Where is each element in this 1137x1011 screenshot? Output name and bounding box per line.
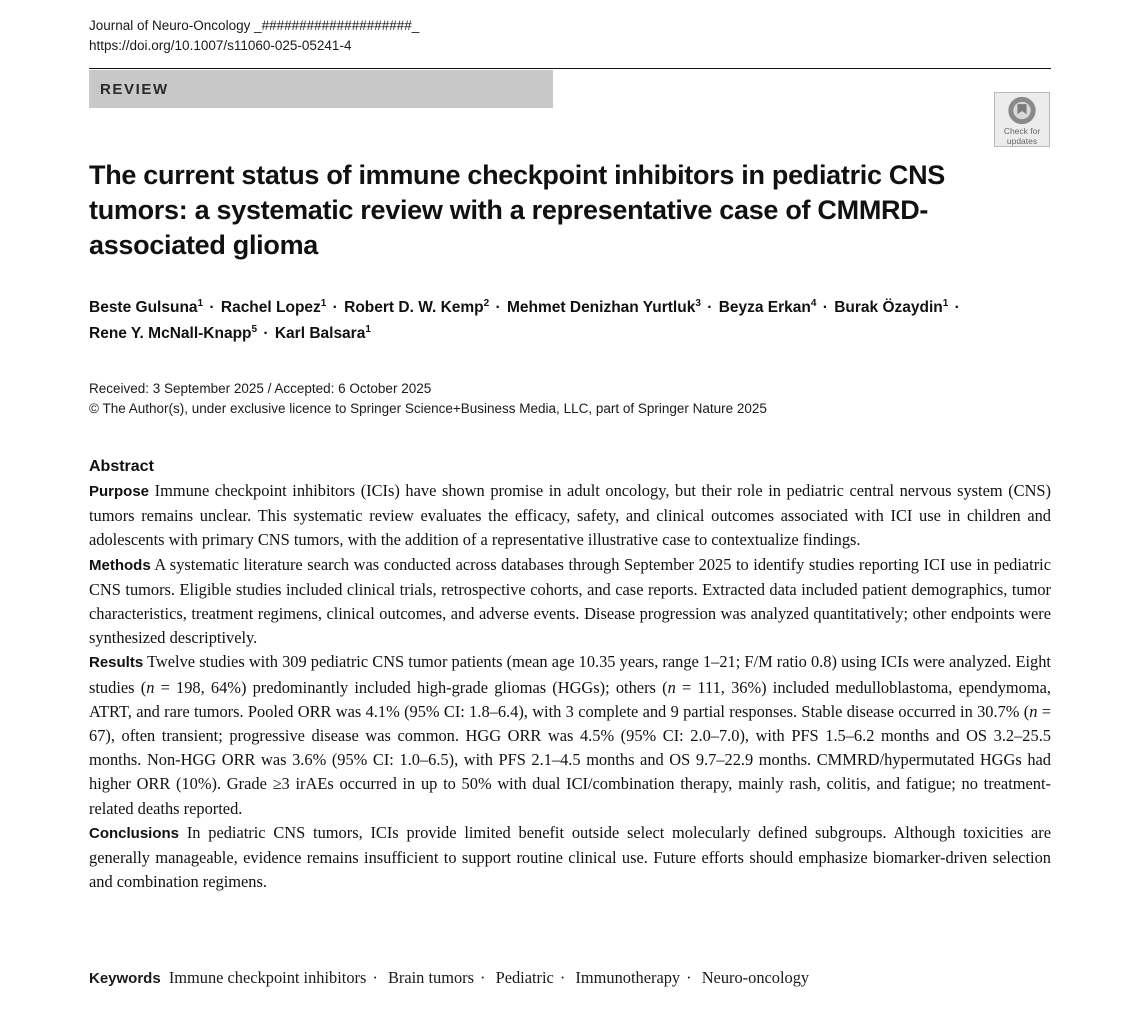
check-for-updates-badge[interactable] xyxy=(994,92,1050,147)
purpose-label: Purpose xyxy=(89,483,150,500)
copyright-notice: © The Author(s), under exclusive licence to Springer Science+Business Media, LLC, part of Springer Nature 2025 xyxy=(89,401,767,416)
check-updates-icon xyxy=(1005,95,1039,126)
abstract-methods: Methods A systematic literature search was conducted across databases through September 2025 to identify studies reporting ICI use in pediatric CNS tumors. Eligible studies included clinical trials, retrospective cohorts, and case reports. Extracted data included patient demographics, tumor characteristics, treatment regimens, clinical outcomes, and adverse events. Disease progression was analyzed quantitatively; other endpoints were synthesized descriptively. xyxy=(89,554,1051,648)
conclusions-label: Conclusions xyxy=(89,824,180,842)
keyword: Brain tumors xyxy=(387,968,474,987)
header-rule xyxy=(89,68,1051,69)
author[interactable]: Beyza Erkan$^4$ xyxy=(718,298,817,316)
doi-link[interactable]: https://doi.org/10.1007/s11060-025-05241-4 xyxy=(89,38,352,53)
article-title: The current status of immune checkpoint inhibitors in pediatric CNS tumors: a systematic review with a representative case of CMMRD-associated glioma xyxy=(89,160,946,260)
author[interactable]: Rachel Lopez$^1$ xyxy=(220,298,327,316)
received-accepted-dates: Received: 3 September 2025 / Accepted: 6 October 2025 xyxy=(89,381,432,396)
author[interactable]: Karl Balsara$^1$ xyxy=(274,324,371,342)
abstract-results: Results Twelve studies with 309 pediatric CNS tumor patients (mean age 10.35 years, range 1–21; F/M ratio 0.8) using ICIs were analyzed. Eight studies (n = 198, 64%) predominantly included high-grade gliomas (HGGs); others (n = 111, 36%) included medulloblastoma, ependymoma, ATRT, and rare tumors. Pooled ORR was 4.1% (95% CI: 1.8–6.4), with 3 complete and 9 partial responses. Stable disease occurred in 30.7% (n = 67), often transient; progressive disease was common. HGG ORR was 4.5% (95% CI: 2.0–7.0), with PFS 1.5–6.2 months and OS 3.2–25.5 months. Non-HGG ORR was 3.6% (95% CI: 1.0–6.5), with PFS 2.1–4.5 months and OS 9.7–22.9 months. CMMRD/hypermutated HGGs had higher ORR (10%). Grade ≥3 irAEs occurred in up to 50% with dual ICI/combination therapy, mainly rash, colitis, and fatigue; no treatment-related deaths reported. xyxy=(89,652,1051,818)
author[interactable]: Beste Gulsuna$^1$ xyxy=(89,298,204,316)
journal-name: Journal of Neuro-Oncology _####################_ xyxy=(89,18,420,33)
journal-header xyxy=(89,16,419,56)
section-banner xyxy=(89,70,553,108)
abstract-heading: Abstract xyxy=(89,458,154,475)
abstract-purpose: Purpose Immune checkpoint inhibitors (ICIs) have shown promise in adult oncology, but their role in pediatric central nervous system (CNS) tumors remains unclear. This systematic review evaluates the efficacy, safety, and clinical outcomes associated with ICI use in children and adolescents with primary CNS tumors, with the addition of a representative illustrative case to contextualize findings. xyxy=(89,481,1051,550)
keyword: Pediatric xyxy=(495,968,554,987)
publication-info xyxy=(89,379,767,419)
keyword: Neuro-oncology xyxy=(701,968,810,987)
author[interactable]: Mehmet Denizhan Yurtluk$^3$ xyxy=(507,298,701,316)
keywords: Keywords Immune checkpoint inhibitors · Brain tumors · Pediatric · Immunotherapy · Neuro-oncology xyxy=(89,968,810,987)
keyword: Immune checkpoint inhibitors xyxy=(168,968,367,987)
badge-line-2: updates xyxy=(1006,136,1038,146)
abstract-conclusions: Conclusions In pediatric CNS tumors, ICIs provide limited benefit outside select molecularly defined subgroups. Although toxicities are generally manageable, evidence remains insufficient to support routine clinical use. Future efforts should emphasize biomarker-driven selection and combination regimens. xyxy=(89,822,1051,892)
keyword: Immunotherapy xyxy=(575,968,681,987)
author[interactable]: Robert D. W. Kemp$^2$ xyxy=(344,298,490,316)
keywords-label: Keywords xyxy=(89,970,161,987)
methods-label: Methods xyxy=(89,556,151,574)
author-list: Beste Gulsuna$^1$ · Rachel Lopez$^1$ · Robert D. W. Kemp$^2$ · Mehmet Denizhan Yurtluk$^3$ · Beyza Erkan$^4$ · Burak Özaydin$^1$ · Rene Y. McNall-Knapp$^5$ · Karl Balsara$^1$ xyxy=(89,298,960,342)
author[interactable]: Burak Özaydin$^1$ xyxy=(834,298,949,316)
author[interactable]: Rene Y. McNall-Knapp$^5$ xyxy=(89,324,258,342)
results-label: Results xyxy=(89,654,144,672)
badge-line-1: Check for xyxy=(1003,126,1041,136)
abstract xyxy=(89,455,1051,894)
section-label: REVIEW xyxy=(100,80,169,98)
